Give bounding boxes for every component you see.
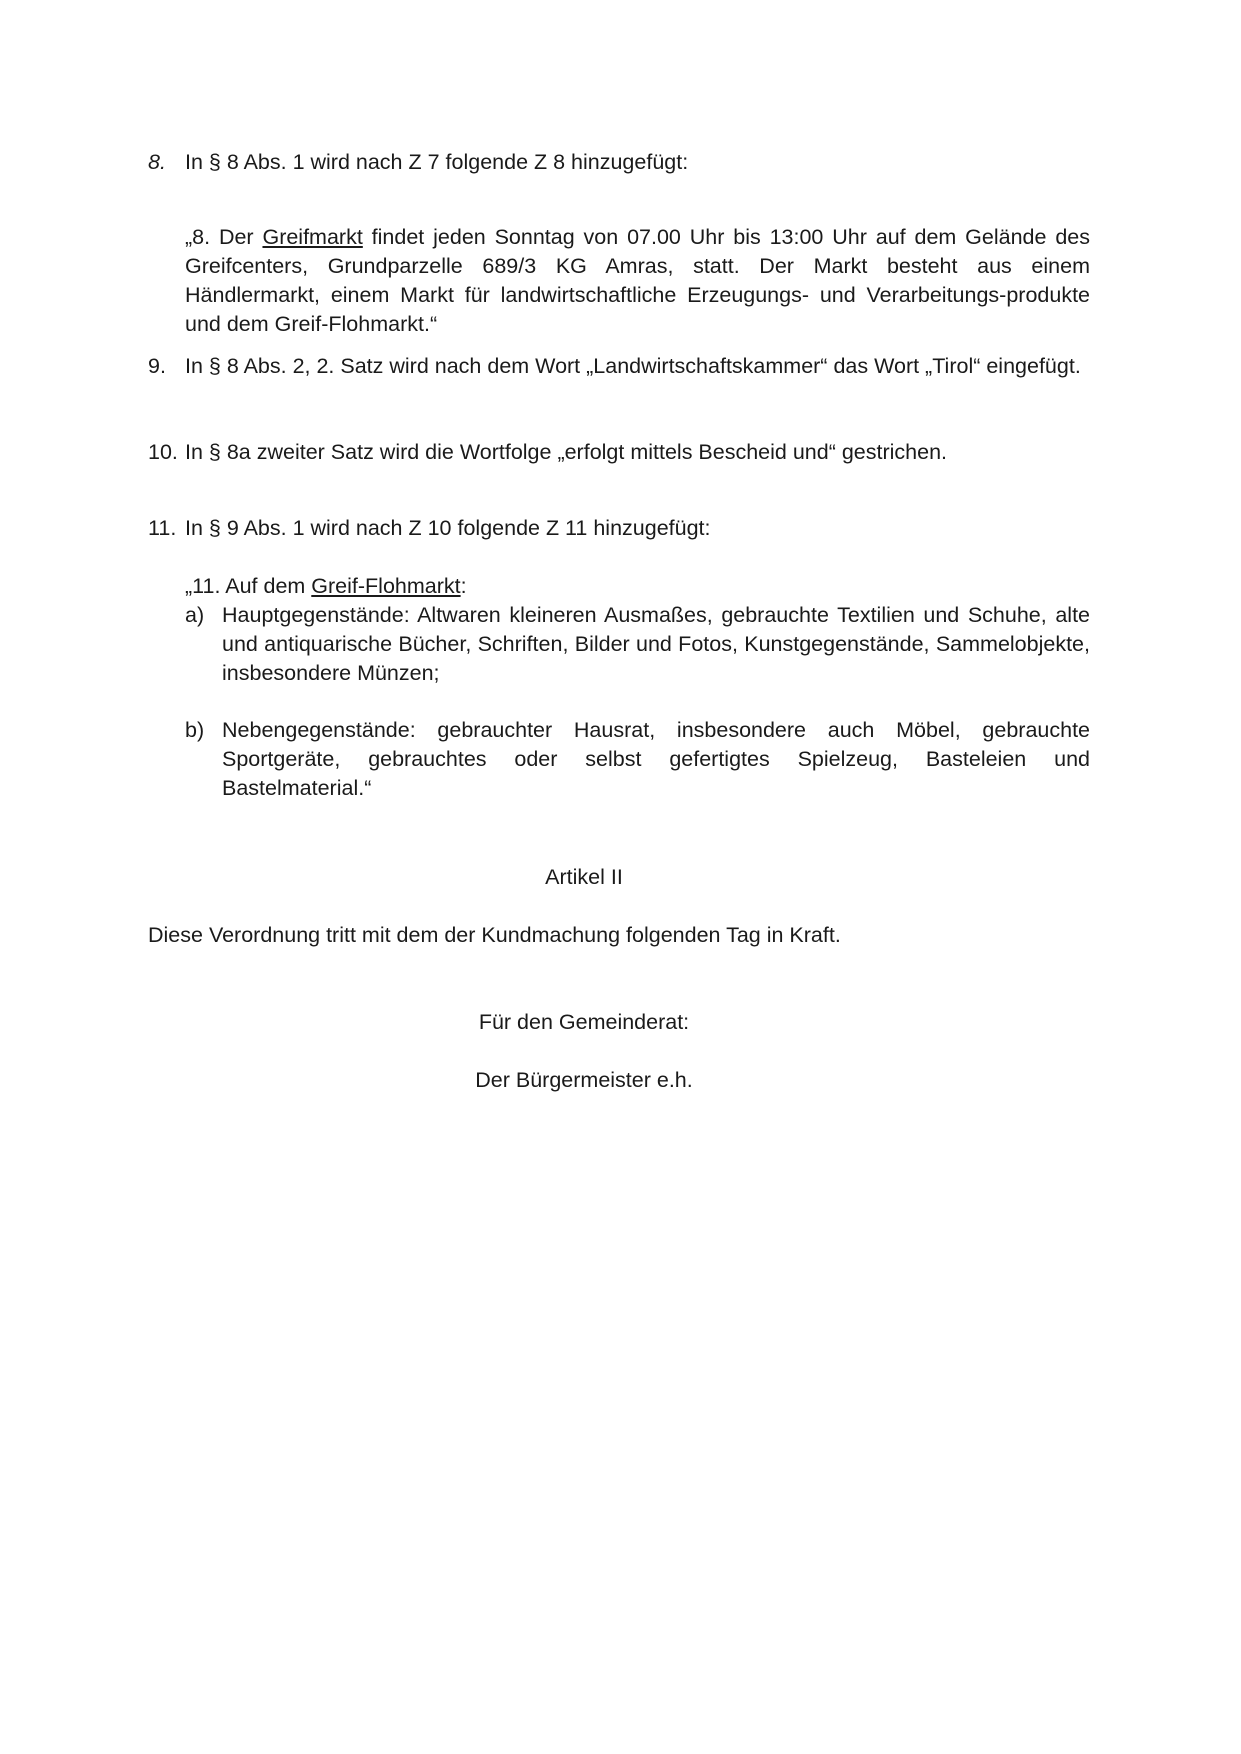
item-9-text: In § 8 Abs. 2, 2. Satz wird nach dem Wort „Landwirtschaftskammer“ das Wort „Tirol“ eingefügt. [185,354,1081,378]
item-10-number: 10. [148,440,178,464]
signature-line-2: Der Bürgermeister e.h. [475,1068,693,1092]
item-10-text: In § 8a zweiter Satz wird die Wortfolge „erfolgt mittels Bescheid und“ gestrichen. [185,440,948,464]
item-8-quote-underlined: Greifmarkt [262,225,363,249]
item-11-quote-heading [185,572,1090,601]
item-11-quote-colon: : [460,574,467,598]
signature-line-1: Für den Gemeinderat: [478,1010,690,1034]
article-heading: Artikel II [545,865,623,889]
item-8-number: 8. [148,150,166,174]
item-11-sub-b-label: b) [185,718,205,742]
item-11-sub-a-label: a) [185,603,205,627]
item-9-number: 9. [148,354,166,378]
item-11-sub-a-text: Hauptgegenstände: Altwaren kleineren Ausmaßes, gebrauchte Textilien und Schuhe, alte und antiquarische Bücher, Schriften, Bilder und Fotos, Kunstgegenstände, Sammelobjekte, insbesondere Münzen; [222,603,1090,685]
item-11-sub-b-text: Nebengegenstände: gebrauchter Hausrat, insbesondere auch Möbel, gebrauchte Sportgeräte, gebrauchtes oder selbst gefertigtes Spielzeug, Basteleien und Bastelmaterial.“ [222,718,1090,800]
item-11-text: In § 9 Abs. 1 wird nach Z 10 folgende Z 11 hinzugefügt: [185,516,711,540]
item-8-quote [185,223,1090,339]
item-11-quote-lead: „11. Auf dem [185,574,312,598]
item-8-quote-lead: „8. Der [185,225,263,249]
item-11-quote-underlined: Greif-Flohmarkt [311,574,461,598]
article-text: Diese Verordnung tritt mit dem der Kundmachung folgenden Tag in Kraft. [148,923,841,947]
item-8-quote-rest: findet jeden Sonntag von 07.00 Uhr bis 13:00 Uhr auf dem Gelände des Greifcenters, Grundparzelle 689/3 KG Amras, statt. Der Markt besteht aus einem Händlermarkt, einem Markt für landwirtschaftliche Erzeugungs- und Verarbeitungs-produkte und dem Greif-Flohmarkt.“ [185,225,1090,336]
item-11-number: 11. [148,516,177,540]
item-8-text: In § 8 Abs. 1 wird nach Z 7 folgende Z 8 hinzugefügt: [185,150,689,174]
